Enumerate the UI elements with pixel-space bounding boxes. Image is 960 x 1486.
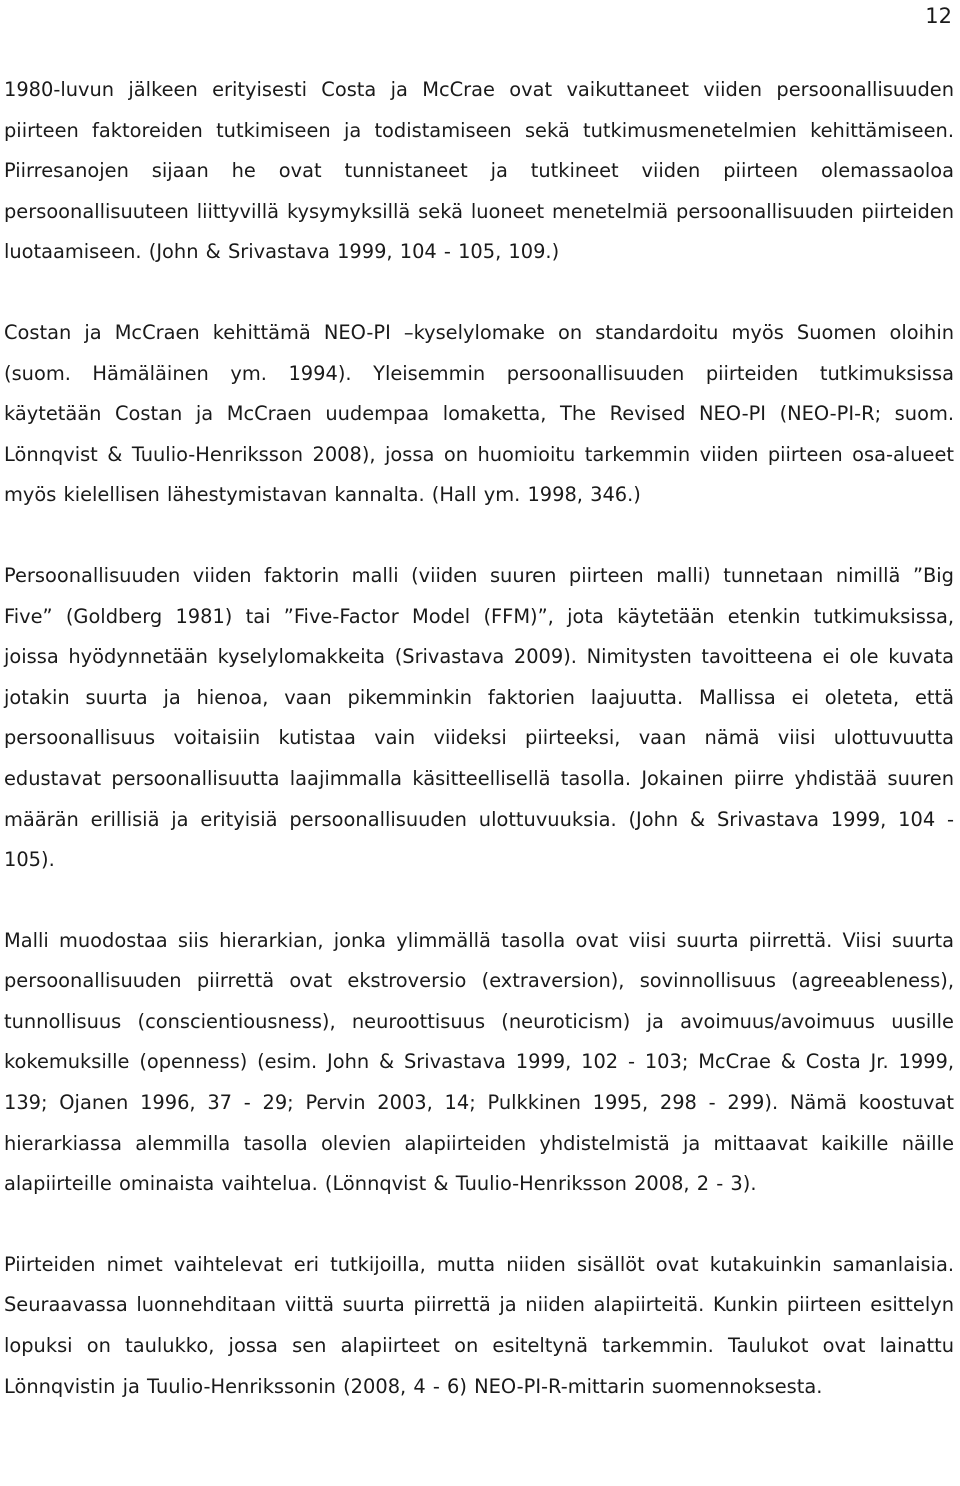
paragraph-trait-names: Piirteiden nimet vaihtelevat eri tutkijoilla, mutta niiden sisällöt ovat kutakuinkin samanlaisia. Seuraavassa luonnehditaan viittä suurta piirrettä ja niiden alapiirteitä. Kunkin piirteen esittelyn lopuksi on taulukko, jossa sen alapiirteet on esiteltynä tarkemmin. Taulukot ovat lainattu Lönnqvistin ja Tuulio-Henrikssonin (2008, 4 - 6) NEO-PI-R-mittarin suomennoksesta. [4, 1252, 954, 1398]
paragraph-hierarchy: Malli muodostaa siis hierarkian, jonka ylimmällä tasolla ovat viisi suurta piirrettä. Viisi suurta persoonallisuuden piirrettä ovat ekstroversio (extraversion), sovinnollisuus (agreeableness), tunnollisuus (conscientiousness), neuroottisuus (neuroticism) ja avoimuus/avoimuus uusille kokemuksille (openness) (esim. John & Srivastava 1999, 102 - 103; McCrae & Costa Jr. 1999, 139; Ojanen 1996, 37 - 29; Pervin 2003, 14; Pulkkinen 1995, 298 - 299). Nämä koostuvat hierarkiassa alemmilla tasolla olevien alapiirteiden yhdistelmistä ja mittaavat kaikille näille alapiirteille ominaista vaihtelua. (Lönnqvist & Tuulio-Henriksson 2008, 2 - 3). [4, 928, 954, 1196]
document-body [4, 70, 954, 1407]
paragraph-neo-pi-questionnaire: Costan ja McCraen kehittämä NEO-PI –kyselylomake on standardoitu myös Suomen oloihin (suom. Hämäläinen ym. 1994). Yleisemmin persoonallisuuden piirteiden tutkimuksissa käytetään Costan ja McCraen uudempaa lomaketta, The Revised NEO-PI (NEO-PI-R; suom. Lönnqvist & Tuulio-Henriksson 2008), jossa on huomioitu tarkemmin viiden piirteen osa-alueet myös kielellisen lähestymistavan kannalta. (Hall ym. 1998, 346.) [4, 320, 954, 507]
paragraph-costa-mccrae-history: 1980-luvun jälkeen erityisesti Costa ja McCrae ovat vaikuttaneet viiden persoonallisuuden piirteen faktoreiden tutkimiseen ja todistamiseen sekä tutkimusmenetelmien kehittämiseen. Piirresanojen sijaan he ovat tunnistaneet ja tutkineet viiden piirteen olemassaoloa persoonallisuuteen liittyvillä kysymyksillä sekä luoneet menetelmiä persoonallisuuden piirteiden luotaamiseen. (John & Srivastava 1999, 104 - 105, 109.) [4, 78, 954, 264]
page-number: 12 [925, 4, 952, 28]
paragraph-five-factor-model: Persoonallisuuden viiden faktorin malli (viiden suuren piirteen malli) tunnetaan nimillä ”Big Five” (Goldberg 1981) tai ”Five-Factor Model (FFM)”, jota käytetään etenkin tutkimuksissa, joissa hyödynnetään kyselylomakkeita (Srivastava 2009). Nimitysten tavoitteena ei ole kuvata jotakin suurta ja hienoa, vaan pikemminkin faktorien laajuutta. Mallissa ei oleteta, että persoonallisuus voitaisiin kutistaa vain viideksi piirteeksi, vaan nämä viisi ulottuvuutta edustavat persoonallisuutta laajimmalla käsitteellisellä tasolla. Jokainen piirre yhdistää suuren määrän erillisiä ja erityisiä persoonallisuuden ulottuvuuksia. (John & Srivastava 1999, 104 - 105). [4, 563, 954, 872]
